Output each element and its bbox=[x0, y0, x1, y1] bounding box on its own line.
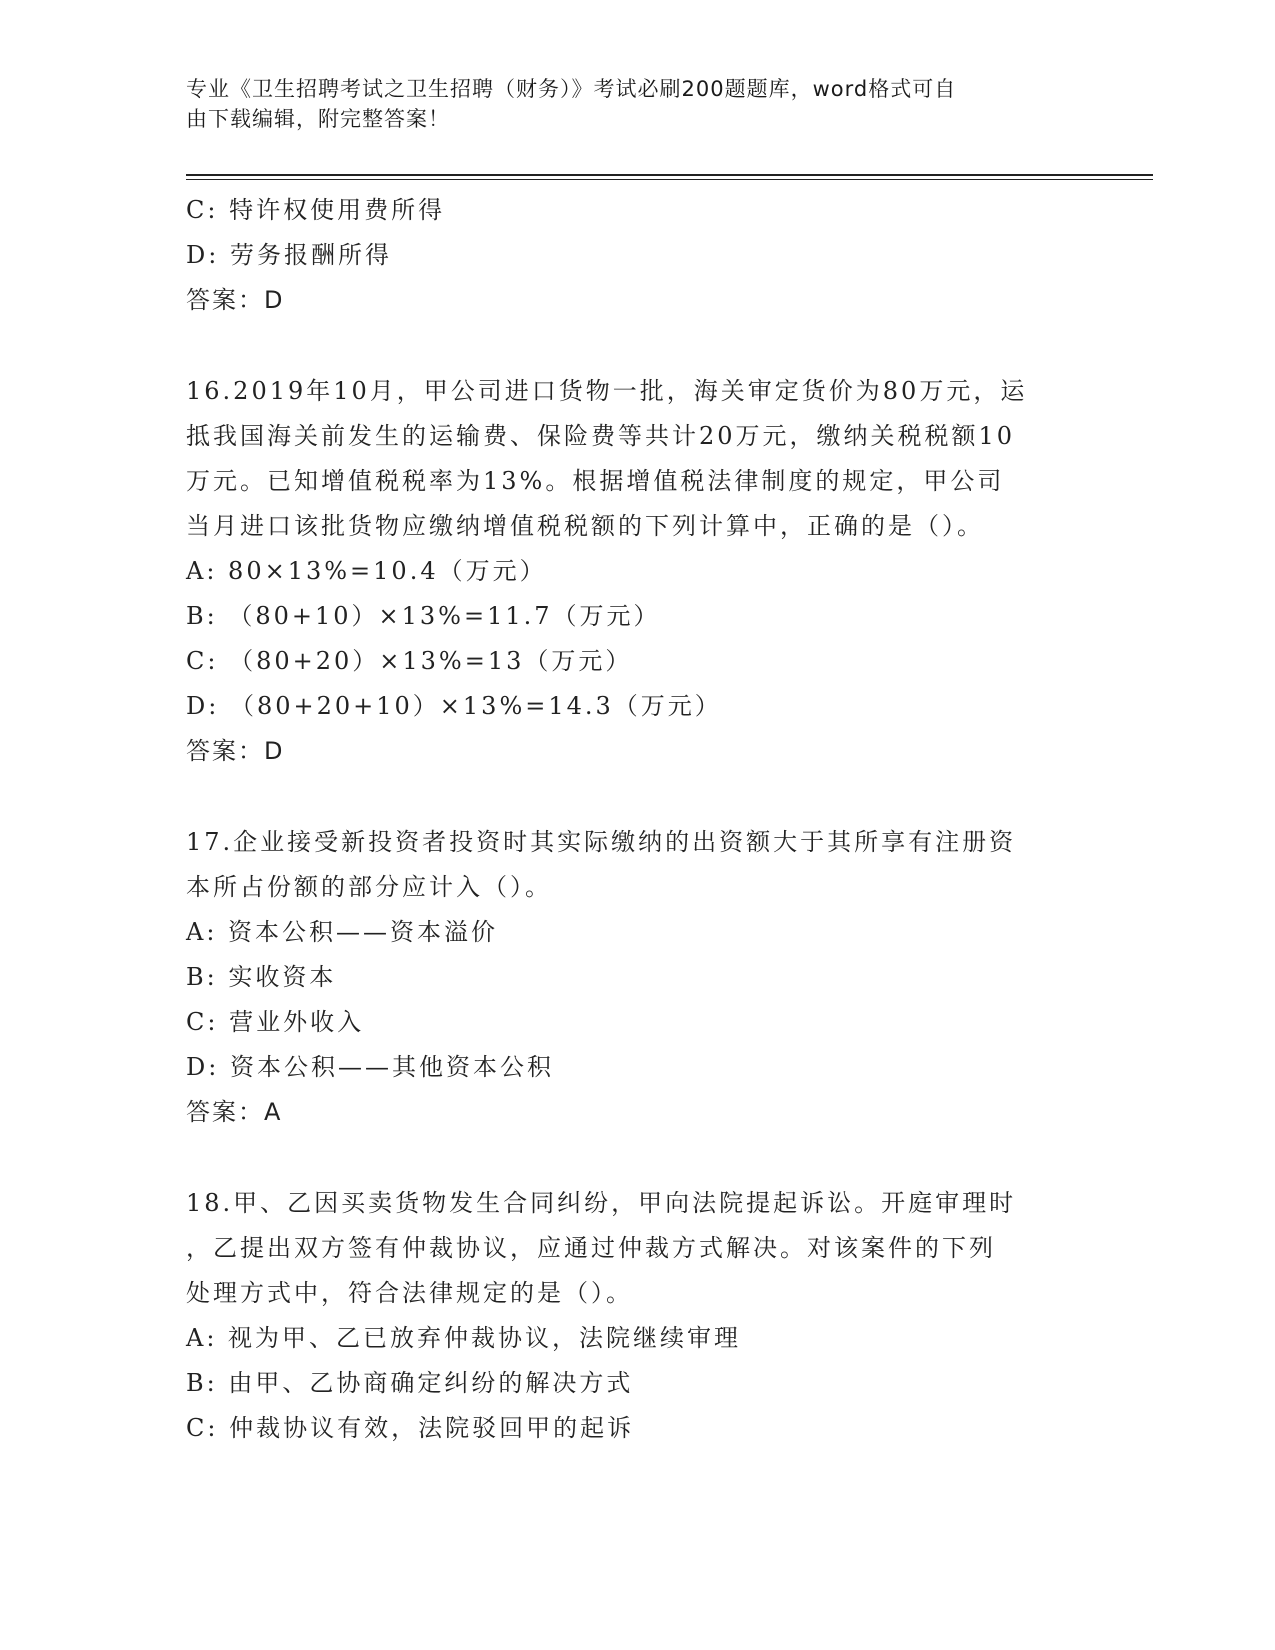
spacer bbox=[186, 1135, 1086, 1181]
q17-option-a: A: 资本公积——资本溢价 bbox=[186, 918, 499, 946]
header-divider-thin bbox=[186, 179, 1153, 180]
q16-option-a: A: 80×13%=10.4（万元） bbox=[186, 557, 547, 585]
q16-stem-line-3: 万元。已知增值税税率为13%。根据增值税法律制度的规定，甲公司 bbox=[186, 467, 1005, 495]
q17-answer: 答案：A bbox=[186, 1098, 283, 1126]
q16-stem-line-2: 抵我国海关前发生的运输费、保险费等共计20万元，缴纳关税税额10 bbox=[186, 422, 1016, 450]
q18-option-b: B: 由甲、乙协商确定纠纷的解决方式 bbox=[186, 1369, 634, 1397]
question-16 bbox=[186, 369, 1086, 774]
q16-stem-line-4: 当月进口该批货物应缴纳增值税税额的下列计算中，正确的是（）。 bbox=[186, 512, 984, 540]
header-line-1: 专业《卫生招聘考试之卫生招聘（财务）》考试必刷200题题库，word格式可自 bbox=[186, 77, 957, 101]
q15-answer: 答案：D bbox=[186, 286, 285, 314]
question-17 bbox=[186, 820, 1086, 1135]
spacer bbox=[186, 323, 1086, 369]
header-line-2: 由下载编辑，附完整答案！ bbox=[186, 107, 450, 131]
q17-option-d: D: 资本公积——其他资本公积 bbox=[186, 1053, 554, 1081]
spacer bbox=[186, 774, 1086, 820]
q18-option-a: A: 视为甲、乙已放弃仲裁协议，法院继续审理 bbox=[186, 1324, 742, 1352]
q16-answer: 答案：D bbox=[186, 737, 285, 765]
q18-option-c: C: 仲裁协议有效，法院驳回甲的起诉 bbox=[186, 1414, 635, 1442]
question-18 bbox=[186, 1181, 1086, 1451]
q15-option-c: C: 特许权使用费所得 bbox=[186, 196, 446, 224]
q16-stem-line-1: 16.2019年10月，甲公司进口货物一批，海关审定货价为80万元，运 bbox=[186, 377, 1028, 405]
q18-stem-line-1: 18.甲、乙因买卖货物发生合同纠纷，甲向法院提起诉讼。开庭审理时 bbox=[186, 1189, 1017, 1217]
question-content bbox=[186, 188, 1086, 1451]
q16-option-d: D: （80+20+10）×13%=14.3（万元） bbox=[186, 692, 722, 720]
question-15 bbox=[186, 188, 1086, 323]
q18-stem-line-2: ，乙提出双方签有仲裁协议，应通过仲裁方式解决。对该案件的下列 bbox=[186, 1234, 996, 1262]
header-divider-thick bbox=[186, 174, 1153, 176]
q17-option-c: C: 营业外收入 bbox=[186, 1008, 365, 1036]
q16-option-c: C: （80+20）×13%=13（万元） bbox=[186, 647, 633, 675]
q17-option-b: B: 实收资本 bbox=[186, 963, 337, 991]
q17-stem-line-2: 本所占份额的部分应计入（）。 bbox=[186, 873, 552, 901]
document-header bbox=[186, 74, 1066, 134]
q18-stem-line-3: 处理方式中，符合法律规定的是（）。 bbox=[186, 1279, 633, 1307]
q15-option-d: D: 劳务报酬所得 bbox=[186, 241, 392, 269]
q17-stem-line-1: 17.企业接受新投资者投资时其实际缴纳的出资额大于其所享有注册资 bbox=[186, 828, 1017, 856]
q16-option-b: B: （80+10）×13%=11.7（万元） bbox=[186, 602, 661, 630]
